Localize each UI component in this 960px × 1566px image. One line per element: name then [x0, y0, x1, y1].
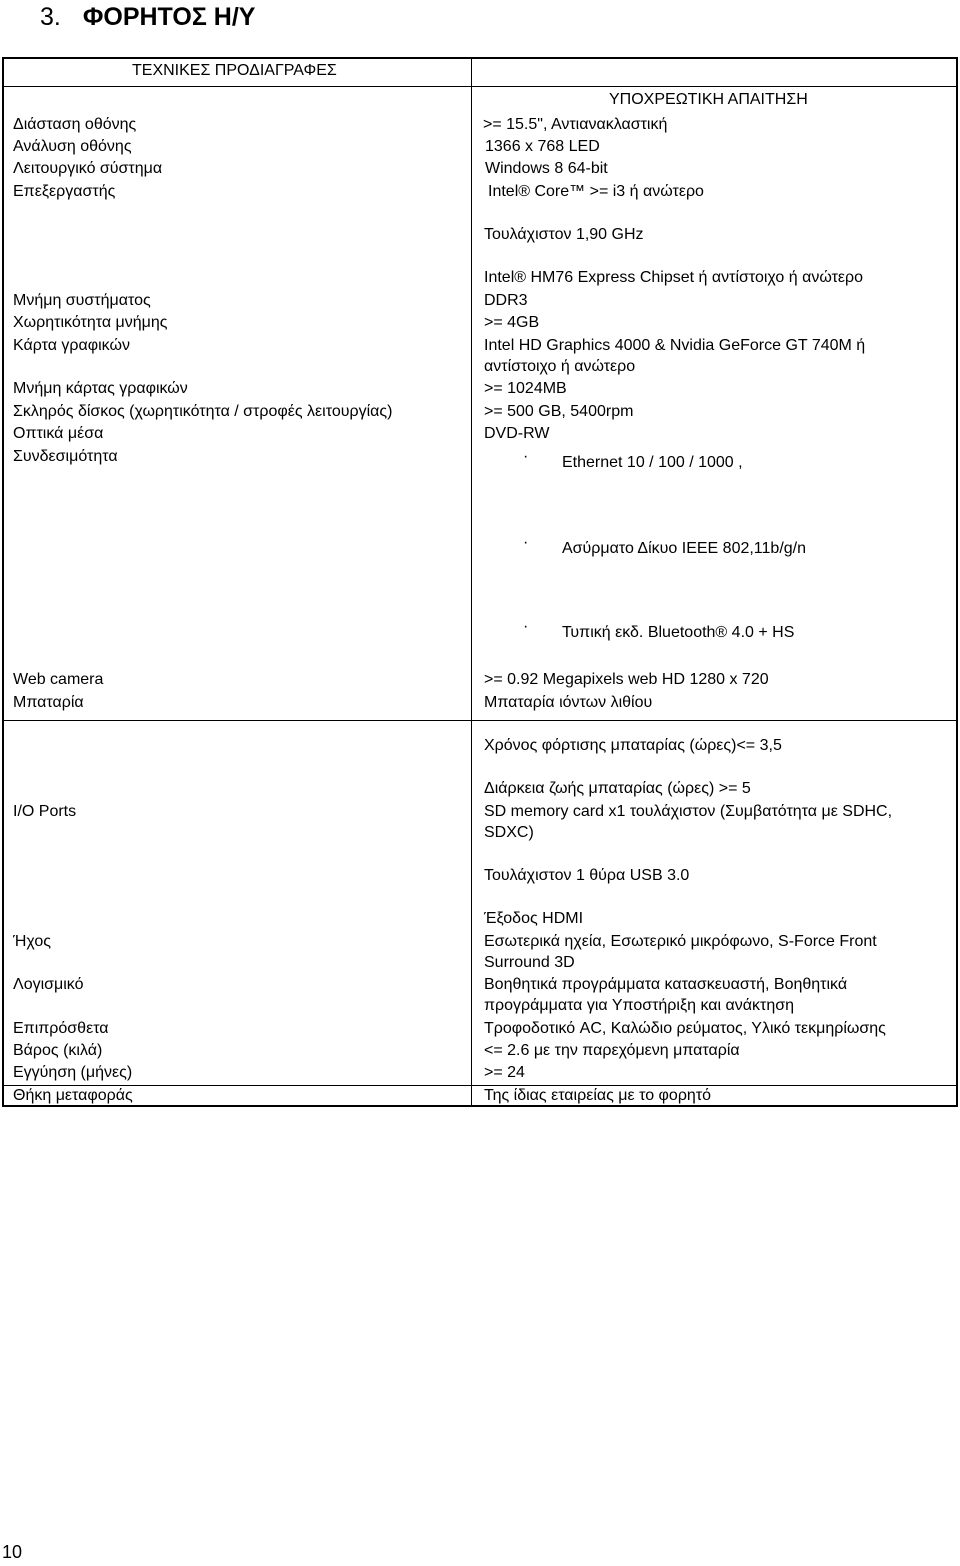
value-ram-capacity: >= 4GB	[484, 314, 540, 331]
label-screen-size: Διάσταση οθόνης	[13, 116, 137, 133]
label-os: Λειτουργικό σύστημα	[13, 160, 163, 177]
section-heading	[40, 2, 255, 32]
value-chipset: Intel® HM76 Express Chipset ή αντίστοιχο ή ανώτερο	[484, 269, 864, 286]
value-os: Windows 8 64-bit	[485, 160, 608, 177]
value-conn-wifi: Ασύρματο Δίκυο IEEE 802,11b/g/n	[562, 540, 806, 557]
value-ram: DDR3	[484, 292, 528, 309]
value-warranty: >= 24	[484, 1064, 525, 1081]
label-optical: Οπτικά μέσα	[13, 425, 104, 442]
value-resolution: 1366 x 768 LED	[485, 138, 600, 155]
value-extras: Τροφοδοτικό AC, Καλώδιο ρεύματος, Υλικό τεκμηρίωσης	[484, 1020, 886, 1037]
section-title: ΦΟΡΗΤΟΣ Η/Υ	[82, 3, 256, 31]
value-hdd: >= 500 GB, 5400rpm	[484, 403, 634, 420]
value-software-line1: Βοηθητικά προγράμματα κατασκευαστή, Βοηθητικά	[484, 976, 848, 993]
header-divider	[4, 86, 956, 87]
header-specs: ΤΕΧΝΙΚΕΣ ΠΡΟΔΙΑΓΡΑΦΕΣ	[132, 62, 337, 79]
value-gpu-line1: Intel HD Graphics 4000 & Nvidia GeForce GT 740M ή	[484, 337, 866, 354]
value-io-sd-line1: SD memory card x1 τουλάχιστον (Συμβατότητα με SDHC,	[484, 803, 893, 820]
value-webcam: >= 0.92 Megapixels web HD 1280 x 720	[484, 671, 769, 688]
label-cpu: Επεξεργαστής	[13, 183, 116, 200]
label-weight: Βάρος (κιλά)	[13, 1042, 103, 1059]
value-gpu-line2: αντίστοιχο ή ανώτερο	[484, 358, 636, 375]
value-cpu-speed: Τουλάχιστον 1,90 GHz	[484, 226, 644, 243]
label-webcam: Web camera	[13, 671, 104, 688]
bullet-wifi: ·	[523, 534, 529, 551]
label-case: Θήκη μεταφοράς	[13, 1087, 133, 1104]
label-connectivity: Συνδεσιμότητα	[13, 448, 118, 465]
row-divider-webcam	[4, 720, 956, 721]
label-hdd: Σκληρός δίσκος (χωρητικότητα / στροφές λειτουργίας)	[13, 403, 393, 420]
value-battery-life: Διάρκεια ζωής μπαταρίας (ώρες) >= 5	[484, 780, 751, 797]
value-battery-type: Μπαταρία ιόντων λιθίου	[484, 694, 653, 711]
bullet-ethernet: ·	[523, 448, 529, 465]
label-extras: Επιπρόσθετα	[13, 1020, 109, 1037]
value-cpu-model: Intel® Core™ >= i3 ή ανώτερο	[488, 183, 704, 200]
value-gpu-memory: >= 1024MB	[484, 380, 567, 397]
bullet-bluetooth: ·	[523, 618, 529, 635]
value-screen-size: >= 15.5", Αντιανακλαστική	[483, 116, 668, 133]
value-weight: <= 2.6 με την παρεχόμενη μπαταρία	[484, 1042, 740, 1059]
value-conn-bluetooth: Τυπική εκδ. Bluetooth® 4.0 + HS	[562, 624, 795, 641]
value-io-usb: Τουλάχιστον 1 θύρα USB 3.0	[484, 867, 690, 884]
value-optical: DVD-RW	[484, 425, 550, 442]
label-io-ports: I/O Ports	[13, 803, 77, 820]
label-ram: Μνήμη συστήματος	[13, 292, 151, 309]
value-sound-line1: Εσωτερικά ηχεία, Εσωτερικό μικρόφωνο, S-Force Front	[484, 933, 877, 950]
value-conn-ethernet: Ethernet 10 / 100 / 1000 ,	[562, 454, 743, 471]
label-gpu: Κάρτα γραφικών	[13, 337, 130, 354]
label-battery: Μπαταρία	[13, 694, 84, 711]
value-io-hdmi: Έξοδος HDMI	[484, 910, 584, 927]
section-number: 3.	[40, 3, 61, 31]
label-resolution: Ανάλυση οθόνης	[13, 138, 132, 155]
value-battery-charge: Χρόνος φόρτισης μπαταρίας (ώρες)<= 3,5	[484, 737, 782, 754]
value-sound-line2: Surround 3D	[484, 954, 575, 971]
page-number: 10	[2, 1542, 23, 1562]
value-case: Της ίδιας εταιρείας με το φορητό	[484, 1087, 712, 1104]
label-warranty: Εγγύηση (μήνες)	[13, 1064, 133, 1081]
row-divider-case	[4, 1085, 956, 1086]
label-gpu-memory: Μνήμη κάρτας γραφικών	[13, 380, 188, 397]
label-software: Λογισμικό	[13, 976, 84, 993]
label-sound: Ήχος	[13, 933, 51, 950]
value-software-line2: προγράμματα για Υποστήριξη και ανάκτηση	[484, 997, 795, 1014]
label-ram-capacity: Χωρητικότητα μνήμης	[13, 314, 168, 331]
column-divider	[471, 59, 472, 1105]
header-requirement: ΥΠΟΧΡΕΩΤΙΚΗ ΑΠΑΙΤΗΣΗ	[609, 91, 808, 108]
value-io-sd-line2: SDXC)	[484, 824, 534, 841]
specs-table	[2, 57, 958, 1107]
